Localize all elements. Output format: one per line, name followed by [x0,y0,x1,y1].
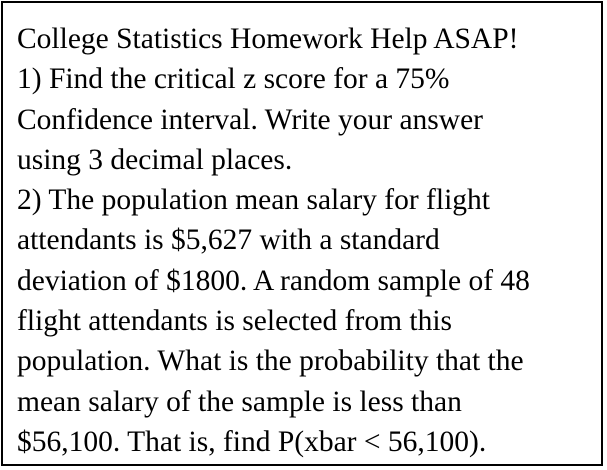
question-2-line-7: $56,100. That is, find P(xbar < 56,100). [17,425,487,458]
homework-text [17,19,597,462]
document-frame [1,1,603,466]
question-2-line-1: 2) The population mean salary for flight [17,184,490,217]
question-2-line-3: deviation of $1800. A random sample of 48 [17,264,530,297]
question-2-line-6: mean salary of the sample is less than [17,385,462,418]
title-line: College Statistics Homework Help ASAP! [17,23,519,55]
question-2-line-2: attendants is $5,627 with a standard [17,224,440,257]
question-2-line-4: flight attendants is selected from this [17,305,453,338]
question-1-line-2: Confidence interval. Write your answer [17,103,484,136]
question-1-line-1: 1) Find the critical z score for a 75% [17,63,450,96]
question-1-line-3: using 3 decimal places. [17,143,293,176]
question-2-line-5: population. What is the probability that the [17,345,524,378]
